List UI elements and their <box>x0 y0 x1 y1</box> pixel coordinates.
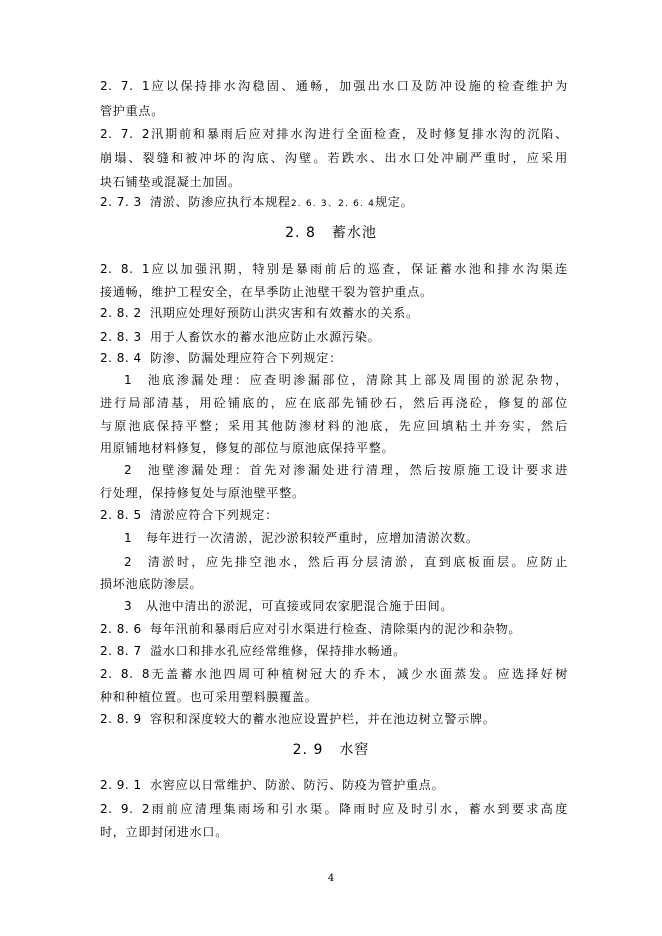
clause-2-8-5 <box>100 508 568 522</box>
item-2 <box>124 555 568 569</box>
clause-2-7-3 <box>100 195 568 211</box>
clause-number: 2. 9. 2 <box>100 802 150 816</box>
section-number: 2. 9 <box>292 742 324 758</box>
clause-text: 汛期应处理好预防山洪灾害和有效蓄水的关系。 <box>150 306 419 320</box>
section-number: 2. 8 <box>285 225 316 241</box>
clause-text: 每年汛前和暴雨后应对引水渠进行检查、清除渠内的泥沙和杂物。 <box>150 622 522 636</box>
text-line: 与原池底保持平整；采用其他防渗材料的池底，先应回填粘土并夯实，然后 <box>100 419 568 433</box>
text-line: 崩塌、裂缝和被冲坏的沟底、沟壁。若跌水、出水口处冲刷严重时，应采用 <box>100 151 568 165</box>
clause-2-8-7 <box>100 644 568 658</box>
page-number: 4 <box>327 873 335 884</box>
clause-2-9-1 <box>100 778 568 792</box>
section-heading-2-8 <box>0 225 662 241</box>
clause-2-8-9 <box>100 712 568 726</box>
item-number: 3 <box>124 599 133 613</box>
clause-number: 2. 8. 9 <box>100 712 142 726</box>
item-text: 池壁渗漏处理：首先对渗漏处进行清理，然后按原施工设计要求进 <box>146 463 568 477</box>
clause-number: 2. 8. 7 <box>100 644 142 658</box>
clause-text: 用于人畜饮水的蓄水池应防止水源污染。 <box>150 330 381 344</box>
item-2 <box>124 463 568 477</box>
section-heading-2-9 <box>0 742 662 758</box>
item-number: 1 <box>124 373 133 387</box>
clause-text: 规定。 <box>375 195 414 209</box>
item-number: 2 <box>124 555 133 569</box>
text-line: 用原铺地材料修复，修复的部位与原池底保持平整。 <box>100 441 395 455</box>
text-line: 时，立即封闭进水口。 <box>100 825 229 839</box>
text-line: 损坏池底防渗层。 <box>100 577 203 591</box>
clause-text: 清淤应符合下列规定： <box>150 508 279 522</box>
clause-number: 2. 8. 2 <box>100 306 142 320</box>
item-text: 每年进行一次清淤，泥沙淤积较严重时，应增加清淤次数。 <box>146 531 479 545</box>
clause-text: 溢水口和排水孔应经常维修，保持排水畅通。 <box>150 644 407 658</box>
clause-text: 应以加强汛期，特别是暴雨前后的巡查，保证蓄水池和排水沟渠连 <box>150 262 568 276</box>
clause-number: 2. 8. 4 <box>100 351 142 365</box>
clause-text: 容积和深度较大的蓄水池应设置护栏，并在池边树立警示牌。 <box>150 712 496 726</box>
clause-2-8-1 <box>100 262 568 276</box>
clause-text: 无盖蓄水池四周可种植树冠大的乔木，减少水面蒸发。应选择好树 <box>150 667 568 681</box>
clause-2-8-6 <box>100 622 568 636</box>
text-line: 接通畅，维护工程安全，在旱季防止池壁干裂为管护重点。 <box>100 285 433 299</box>
clause-number: 2. 8. 8 <box>100 667 150 681</box>
clause-text: 防渗、防漏处理应符合下列规定： <box>150 351 343 365</box>
item-1 <box>124 531 568 545</box>
clause-number: 2. 8. 1 <box>100 262 150 276</box>
clause-number: 2. 8. 5 <box>100 508 142 522</box>
clause-2-8-8 <box>100 667 568 681</box>
text-line: 种和种植位置。也可采用塑料膜覆盖。 <box>100 690 318 704</box>
clause-2-8-3 <box>100 330 568 344</box>
item-number: 2 <box>124 463 133 477</box>
clause-2-9-2 <box>100 802 568 816</box>
clause-2-8-4 <box>100 351 568 365</box>
clause-number: 2. 8. 6 <box>100 622 142 636</box>
section-title: 蓄水池 <box>331 225 377 241</box>
clause-number: 2. 7. 3 <box>100 195 142 209</box>
text-line: 块石铺垫或混凝土加固。 <box>100 175 241 189</box>
text-line: 进行局部清基，用砼铺底的，应在底部先铺砂石，然后再浇砼，修复的部位 <box>100 396 568 410</box>
clause-number: 2. 7. 2 <box>100 127 150 141</box>
clause-text: 雨前应清理集雨场和引水渠。降雨时应及时引水，蓄水到要求高度 <box>150 802 568 816</box>
clause-number: 2. 7. 1 <box>100 79 150 93</box>
item-text: 清淤时，应先排空池水，然后再分层清淤，直到底板面层。应防止 <box>146 555 568 569</box>
clause-2-7-2 <box>100 127 568 141</box>
item-3 <box>124 599 568 613</box>
item-text: 从池中清出的淤泥，可直接或同农家肥混合施于田间。 <box>146 599 454 613</box>
item-number: 1 <box>124 531 133 545</box>
clause-text: 应以保持排水沟稳固、通畅，加强出水口及防冲设施的检查维护为 <box>150 79 568 93</box>
clause-reference: 2. 6. 3、2. 6. 4 <box>290 199 376 209</box>
item-text: 池底渗漏处理：应查明渗漏部位，清除其上部及周围的淤泥杂物， <box>146 373 568 387</box>
clause-2-7-1 <box>100 79 568 93</box>
clause-2-8-2 <box>100 306 568 320</box>
item-1 <box>124 373 568 387</box>
section-title: 水窖 <box>339 742 370 758</box>
clause-number: 2. 9. 1 <box>100 778 142 792</box>
clause-text: 清淤、防渗应执行本规程 <box>150 195 291 209</box>
text-line: 管护重点。 <box>100 104 165 118</box>
clause-text: 水窖应以日常维护、防淤、防污、防疫为管护重点。 <box>150 778 445 792</box>
clause-text: 汛期前和暴雨后应对排水沟进行全面检查，及时修复排水沟的沉陷、 <box>150 127 568 141</box>
clause-number: 2. 8. 3 <box>100 330 142 344</box>
text-line: 行处理，保持修复处与原池壁平整。 <box>100 486 305 500</box>
